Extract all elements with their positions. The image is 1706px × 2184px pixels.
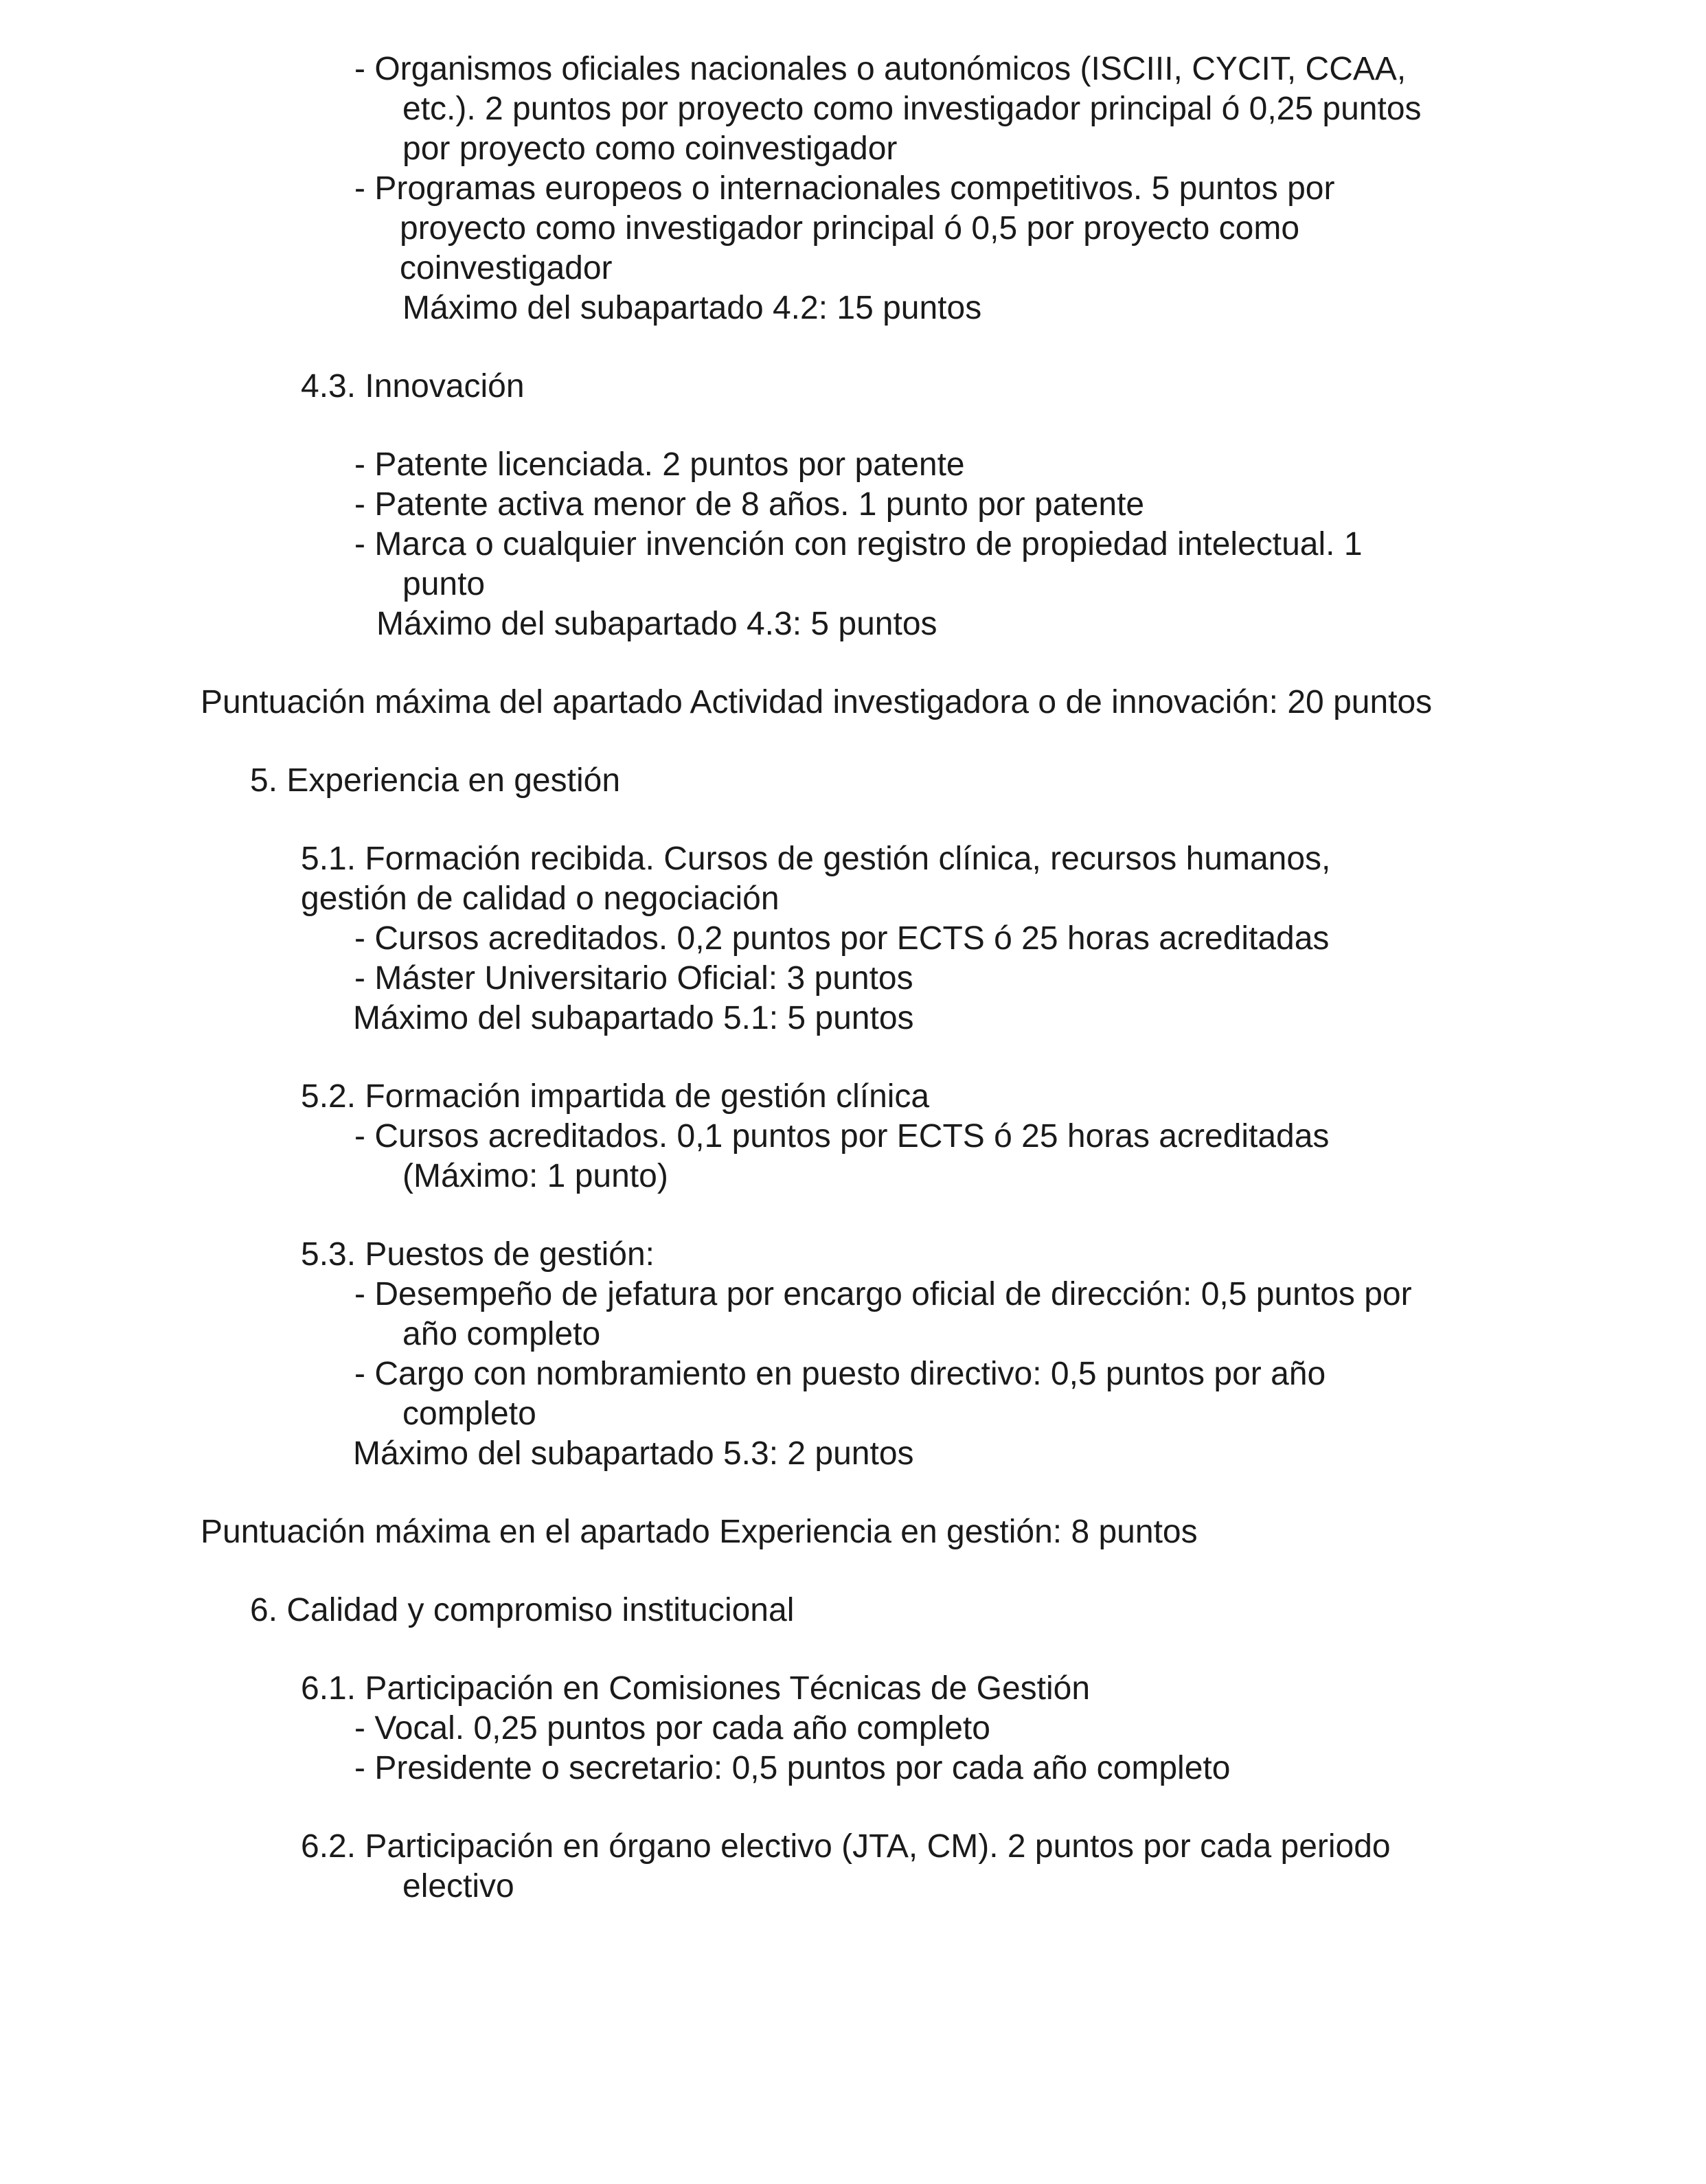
list-item: - Presidente o secretario: 0,5 puntos por cada año completo [354,1749,1230,1788]
subsection-heading: 5.3. Puestos de gestión: [301,1236,655,1273]
subsection-max: Máximo del subapartado 4.2: 15 puntos [402,290,982,326]
list-item: - Cargo con nombramiento en puesto directivo: 0,5 puntos por año [354,1354,1326,1394]
list-item-continuation: etc.). 2 puntos por proyecto como investigador principal ó 0,25 puntos [402,91,1422,127]
list-item: - Cursos acreditados. 0,2 puntos por ECTS ó 25 horas acreditadas [354,919,1329,959]
list-item: - Vocal. 0,25 puntos por cada año completo [354,1709,990,1749]
subsection-heading-continuation: gestión de calidad o negociación [301,880,780,917]
list-item-continuation: coinvestigador [400,250,613,286]
list-item: - Desempeño de jefatura por encargo oficial de dirección: 0,5 puntos por [354,1275,1412,1315]
section-heading: 5. Experiencia en gestión [250,762,621,799]
list-item: - Organismos oficiales nacionales o autonómicos (ISCIII, CYCIT, CCAA, [354,49,1406,89]
section-total: Puntuación máxima del apartado Actividad investigadora o de innovación: 20 puntos [201,684,1433,720]
list-item: - Programas europeos o internacionales competitivos. 5 puntos por [354,169,1334,209]
subsection-heading: 6.1. Participación en Comisiones Técnicas de Gestión [301,1670,1091,1707]
list-item: - Máster Universitario Oficial: 3 puntos [354,959,913,999]
subsection-heading: 5.2. Formación impartida de gestión clínica [301,1078,930,1115]
list-item-continuation: punto [402,566,486,602]
subsection-heading-continuation: electivo [402,1868,514,1904]
subsection-heading: 6.2. Participación en órgano electivo (JTA, CM). 2 puntos por cada periodo [301,1828,1391,1865]
list-item-continuation: (Máximo: 1 punto) [402,1158,668,1194]
list-item-continuation: proyecto como investigador principal ó 0,5 por proyecto como [400,210,1300,247]
list-item: - Cursos acreditados. 0,1 puntos por ECTS ó 25 horas acreditadas [354,1117,1329,1157]
list-item: - Patente licenciada. 2 puntos por patente [354,445,965,485]
subsection-heading: 4.3. Innovación [301,368,525,405]
section-heading: 6. Calidad y compromiso institucional [250,1592,795,1628]
list-item-continuation: completo [402,1396,536,1432]
subsection-max: Máximo del subapartado 4.3: 5 puntos [376,606,937,642]
subsection-heading: 5.1. Formación recibida. Cursos de gestión clínica, recursos humanos, [301,841,1331,877]
list-item-continuation: por proyecto como coinvestigador [402,130,898,167]
list-item: - Patente activa menor de 8 años. 1 punto por patente [354,485,1144,525]
list-item: - Marca o cualquier invención con registro de propiedad intelectual. 1 [354,525,1363,565]
subsection-max: Máximo del subapartado 5.1: 5 puntos [353,1000,914,1036]
subsection-max: Máximo del subapartado 5.3: 2 puntos [353,1435,914,1472]
section-total: Puntuación máxima en el apartado Experiencia en gestión: 8 puntos [201,1514,1198,1550]
list-item-continuation: año completo [402,1316,601,1352]
